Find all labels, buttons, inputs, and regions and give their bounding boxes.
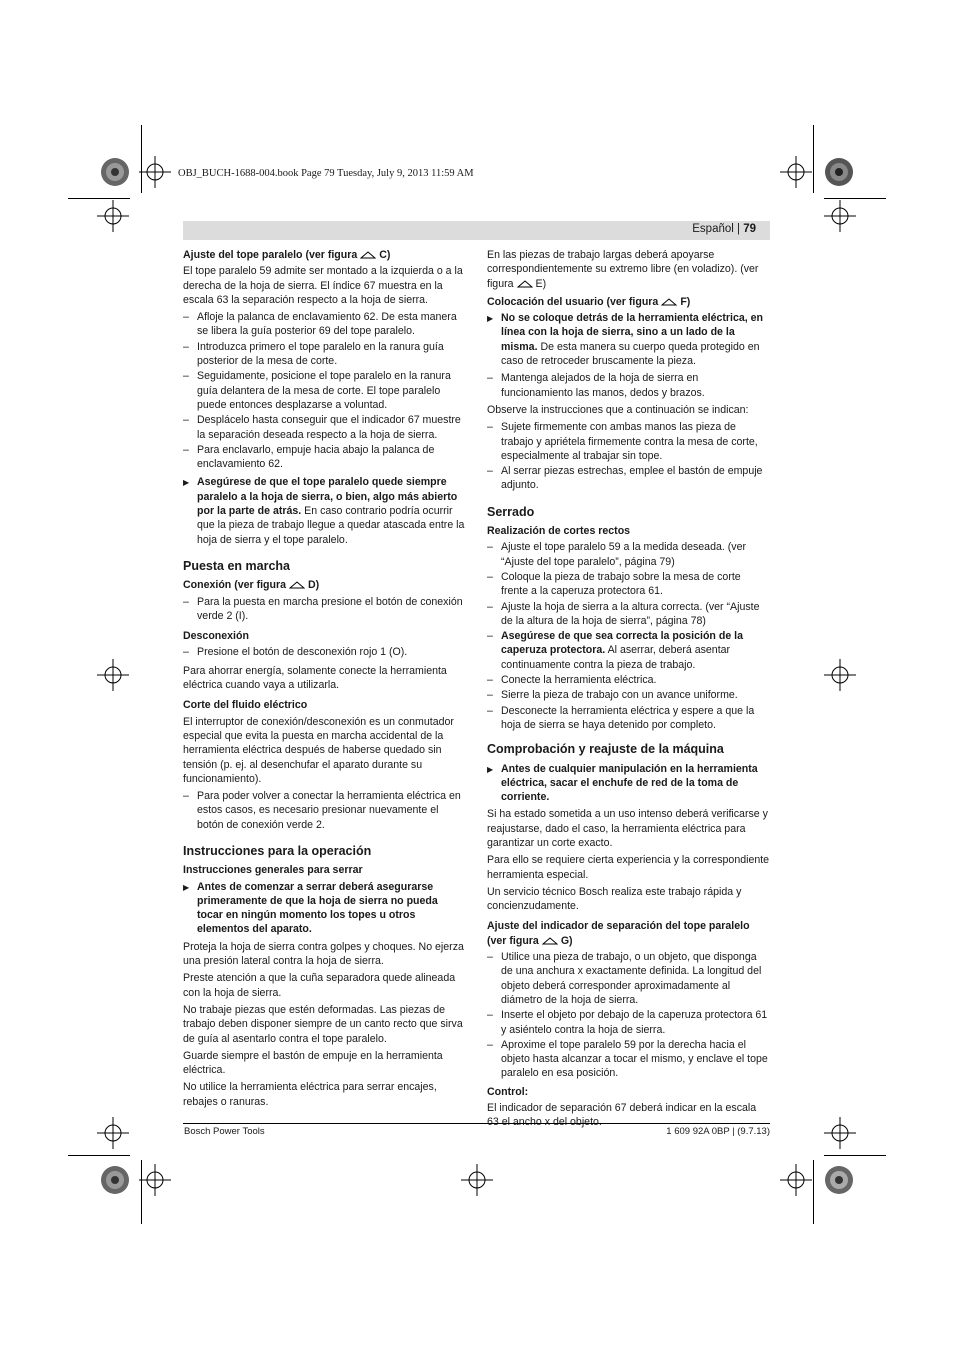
- list-item: – Introduzca primero el tope paralelo en la ranura guía posterior de la mesa de corte.: [183, 340, 466, 369]
- figure-ref-icon: [542, 937, 558, 945]
- list-item: – Utilice una pieza de trabajo, o un objeto, que disponga de una anchura x exactamente definida. La longitud del objeto deberá corresponder aproximadamente al diámetro de la hoja de sierra.: [487, 950, 770, 1007]
- color-wheel-icon: [825, 1166, 853, 1194]
- footer-rule: [183, 1123, 770, 1124]
- list-item: – Para enclavarlo, empuje hacia abajo la palanca de enclavamiento 62.: [183, 443, 466, 472]
- warning-item: ▶ Antes de cualquier manipulación en la herramienta eléctrica, sacar el enchufe de red de la toma de corriente.: [487, 762, 770, 805]
- subsection-heading: Colocación del usuario (ver figura F): [487, 295, 691, 308]
- list-item: – Afloje la palanca de enclavamiento 62. De esta manera se libera la guía posterior 69 del tope paralelo.: [183, 310, 466, 339]
- footer-brand: Bosch Power Tools: [184, 1126, 265, 1137]
- list-item: – Desconecte la herramienta eléctrica y espere a que la hoja de sierra se haya detenido por completo.: [487, 704, 770, 733]
- warning-item: ▶ No se coloque detrás de la herramienta eléctrica, en línea con la hoja de sierra, sino a un lado de la misma. De esta manera su cuerpo queda protegido en caso de retroceder bruscamente la pieza.: [487, 311, 770, 368]
- paragraph: El indicador de separación 67 deberá indicar en la escala: [487, 1102, 757, 1115]
- page-header: Español | 79: [692, 223, 756, 235]
- list-item: – Coloque la pieza de trabajo sobre la mesa de corte frente a la caperuza protectora 61.: [487, 570, 770, 599]
- header-language: Español: [692, 223, 734, 235]
- subsection-heading: Instrucciones generales para serrar: [183, 864, 363, 877]
- paragraph: Observe la instrucciones que a continuación se indican:: [487, 403, 749, 416]
- footer-doc-number: 1 609 92A 0BP | (9.7.13): [666, 1126, 770, 1137]
- registration-target-icon: [461, 1164, 493, 1196]
- section-title: Instrucciones para la operación: [183, 843, 372, 858]
- list-item: – Asegúrese de que sea correcta la posición de la caperuza protectora. Al aserrar, deberá asentar continuamente contra la pieza de trabajo.: [487, 629, 770, 672]
- paragraph: Para ello se requiere cierta experiencia y la correspondiente herramienta especial.: [487, 854, 770, 881]
- subsection-heading: Corte del fluido eléctrico: [183, 699, 308, 712]
- paragraph: Un servicio técnico Bosch realiza este trabajo rápida y concienzudamente.: [487, 885, 742, 913]
- left-column: [183, 248, 466, 1112]
- registration-target-icon: [824, 1117, 856, 1149]
- right-column: [487, 248, 770, 1133]
- registration-target-icon: [824, 200, 856, 232]
- list-item: – Desplácelo hasta conseguir que el indicador 67 muestre la separación deseada respecto a la hoja de sierra.: [183, 413, 466, 442]
- color-wheel-icon: [825, 158, 853, 186]
- subsection-heading: Conexión (ver figura D): [183, 579, 320, 592]
- subsection-heading: Desconexión: [183, 630, 249, 643]
- figure-ref-icon: [289, 581, 305, 589]
- list-item: – Inserte el objeto por debajo de la caperuza protectora 61 y asiéntelo contra la hoja de sierra.: [487, 1008, 770, 1037]
- page-number: 79: [743, 223, 756, 235]
- section-title: Puesta en marcha: [183, 558, 290, 573]
- section-title: Serrado: [487, 504, 535, 519]
- figure-ref-icon: [360, 251, 376, 259]
- subsection-heading: Ajuste del indicador de separación del tope paralelo (ver figura G): [487, 920, 750, 947]
- paragraph: Para ahorrar energía, solamente conecte la herramienta eléctrica cuando vaya a utilizarla.: [183, 664, 447, 692]
- color-wheel-icon: [101, 158, 129, 186]
- paragraph: Si ha estado sometida a un uso intenso deberá verificarse y reajustarse, dado el caso, la herramienta eléctrica para garantizar un corte exacto.: [487, 808, 768, 849]
- list-item: – Mantenga alejados de la hoja de sierra en funcionamiento las manos, dedos y brazos.: [487, 371, 770, 400]
- subsection-heading: Control:: [487, 1085, 529, 1098]
- registration-target-icon: [97, 1117, 129, 1149]
- list-item: – Ajuste la hoja de sierra a la altura correcta. (ver “Ajuste de la altura de la hoja de sierra”, página 78): [487, 600, 770, 629]
- registration-target-icon: [97, 659, 129, 691]
- subsection-heading: Realización de cortes rectos: [487, 525, 631, 538]
- registration-target-icon: [139, 156, 171, 188]
- paragraph: El interruptor de conexión/desconexión es un conmutador especial que evita la puesta en marcha accidental de la herramienta eléctrica después de haberse quedado sin tensión (p. ej. al desenchufar el aparato durante su funcionamiento).: [183, 715, 454, 785]
- paragraph: Proteja la hoja de sierra contra golpes y choques. No ejerza una presión lateral contra la hoja de sierra.: [183, 940, 464, 968]
- figure-ref-icon: [517, 280, 533, 288]
- figure-ref-icon: [661, 298, 677, 306]
- paragraph: En las piezas de trabajo largas deberá apoyarse correspondientemente su extremo libre (en voladizo). (ver figura E): [487, 249, 759, 290]
- paragraph: Preste atención a que la cuña separadora quede alineada con la hoja de sierra.: [183, 972, 456, 999]
- registration-target-icon: [139, 1164, 171, 1196]
- list-item: – Sierre la pieza de trabajo con un avance uniforme.: [487, 688, 770, 702]
- registration-target-icon: [780, 1164, 812, 1196]
- list-item: – Aproxime el tope paralelo 59 por la derecha hacia el objeto hasta alcanzar a tocar el mismo, y enclave el tope paralelo en esa posición.: [487, 1038, 770, 1081]
- paragraph: No utilice la herramienta eléctrica para serrar encajes, rebajes o ranuras.: [183, 1081, 437, 1108]
- list-item: – Sujete firmemente con ambas manos las pieza de trabajo y apriétela firmemente contra la mesa de corte, especialmente al trabajar sin tope.: [487, 420, 770, 463]
- registration-target-icon: [780, 156, 812, 188]
- list-item: – Seguidamente, posicione el tope paralelo en la ranura guía delantera de la mesa de corte. El tope paralelo puede entonces desplazarse a voluntad.: [183, 369, 466, 412]
- list-item: – Ajuste el tope paralelo 59 a la medida deseada. (ver “Ajuste del tope paralelo”, página 79): [487, 540, 770, 569]
- list-item: – Para poder volver a conectar la herramienta eléctrica en estos casos, es necesario presionar nuevamente el botón de conexión verde 2.: [183, 789, 466, 832]
- paragraph: Guarde siempre el bastón de empuje en la herramienta eléctrica.: [183, 1049, 443, 1077]
- warning-item: ▶ Asegúrese de que el tope paralelo quede siempre paralelo a la hoja de sierra, o bien, algo más abierto por la parte de atrás. En caso contrario podría ocurrir que la pieza de trabajo llegue a quedar atascada entre la hoja de sierra y el tope paralelo.: [183, 475, 466, 546]
- color-wheel-icon: [101, 1166, 129, 1194]
- registration-target-icon: [97, 200, 129, 232]
- paragraph: El tope paralelo 59 admite ser montado a la izquierda o a la derecha de la hoja de sierra. El índice 67 muestra en la escala 63 la separación respecto a la hoja de sierra.: [183, 265, 463, 306]
- section-title: Comprobación y reajuste de la máquina: [487, 742, 724, 757]
- list-item: – Conecte la herramienta eléctrica.: [487, 673, 770, 687]
- paragraph: No trabaje piezas que estén deformadas. Las piezas de trabajo deben disponer siempre de un canto recto que sirva de guía al asentarlo contra el tope paralelo.: [183, 1003, 463, 1045]
- list-item: – Presione el botón de desconexión rojo 1 (O).: [183, 645, 466, 659]
- list-item: – Para la puesta en marcha presione el botón de conexión verde 2 (I).: [183, 595, 466, 624]
- warning-item: ▶ Antes de comenzar a serrar deberá asegurarse primeramente de que la hoja de sierra no pueda tocar en ningún momento los topes u otros elementos del aparato.: [183, 880, 466, 937]
- section-heading: Ajuste del tope paralelo (ver figura C): [183, 249, 391, 261]
- book-info-line: OBJ_BUCH-1688-004.book Page 79 Tuesday, July 9, 2013 11:59 AM: [178, 168, 474, 179]
- header-bar: [183, 221, 770, 240]
- registration-target-icon: [824, 659, 856, 691]
- list-item: – Al serrar piezas estrechas, emplee el bastón de empuje adjunto.: [487, 464, 770, 493]
